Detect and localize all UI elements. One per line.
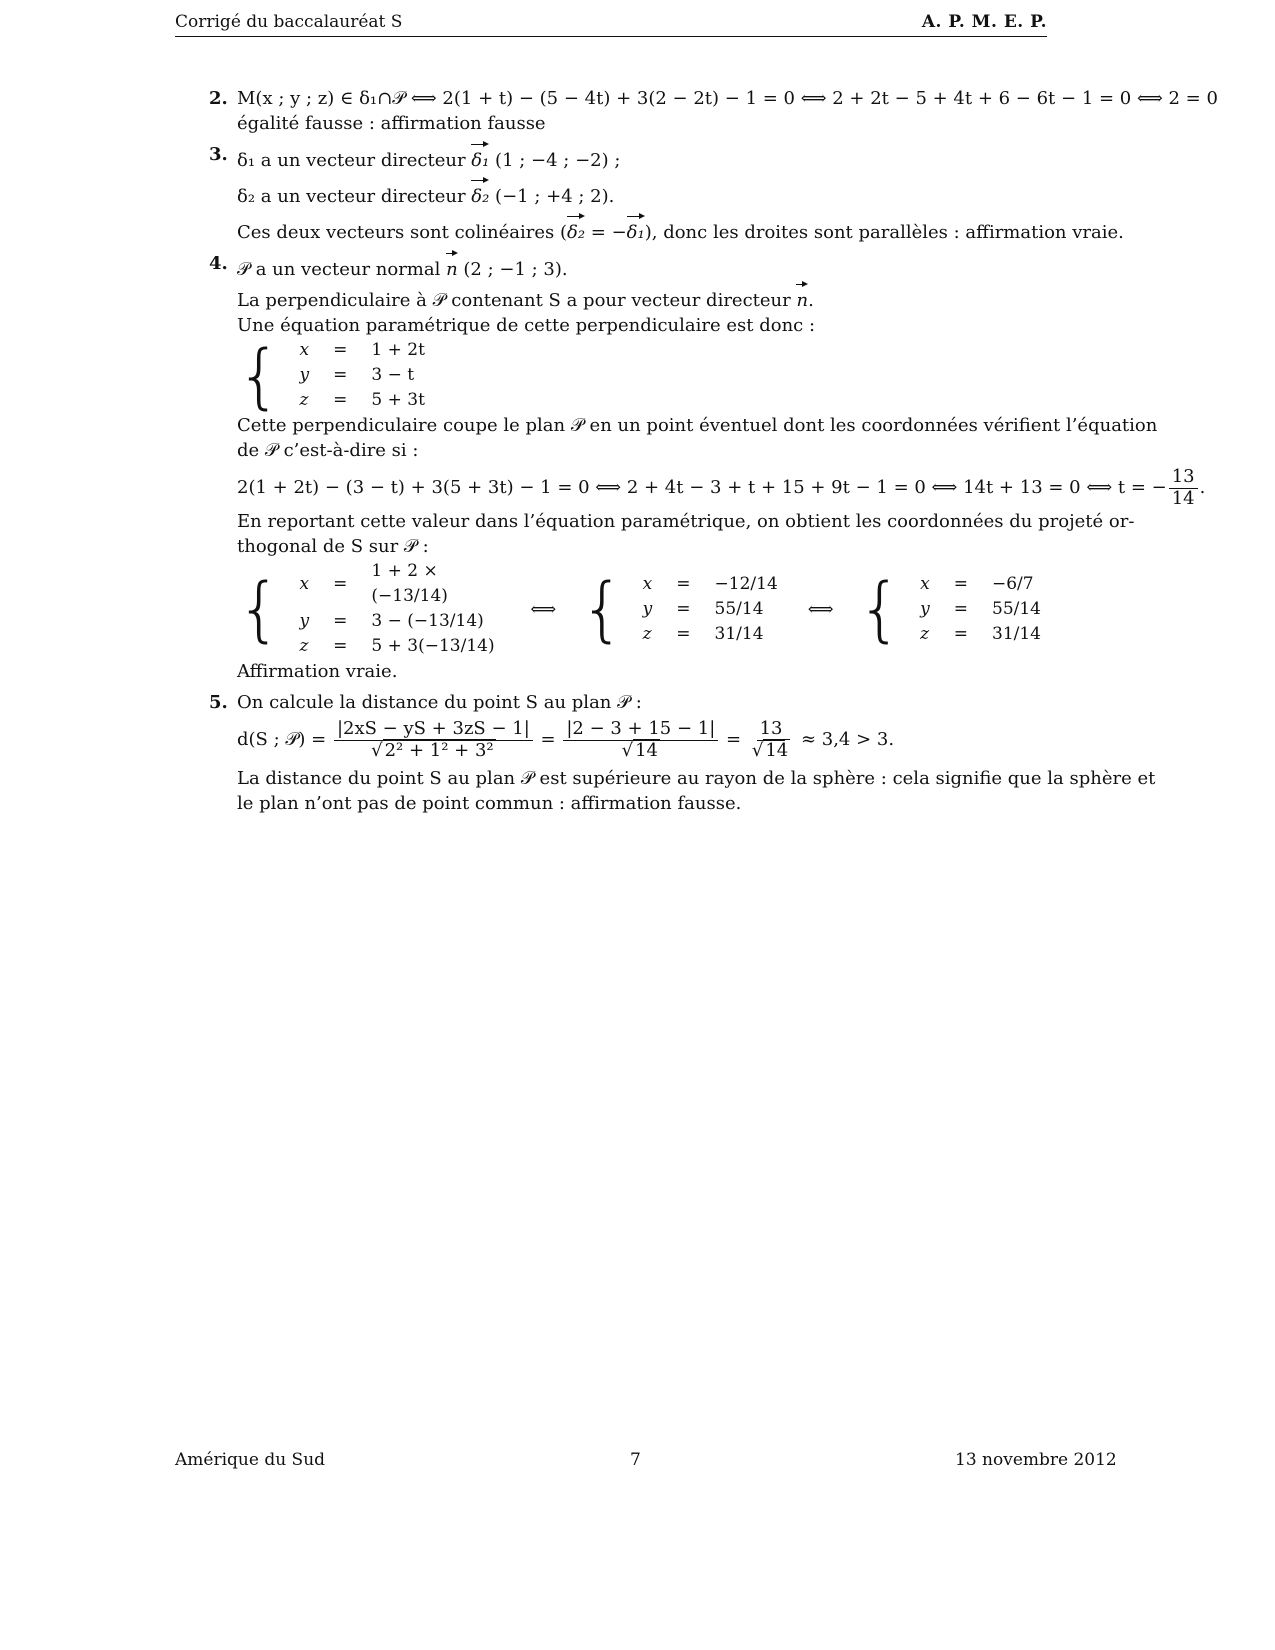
eq: = <box>333 365 348 385</box>
text: δ₁ a un vecteur directeur <box>237 150 472 171</box>
var: x <box>920 573 930 594</box>
intersection-text: Cette perpendiculaire coupe le plan 𝒫 en un point éventuel dont les coordonnées vérifient l’équation <box>237 415 1158 436</box>
text: 2(1 + 2t) − (3 − t) + 3(5 + 3t) − 1 = 0 ⟺ 2 + 4t − 3 + t + 15 + 9t − 1 = 0 ⟺ 14t + 13 = 0 ⟺ t = − <box>237 477 1167 499</box>
rhs: −12/14 <box>714 573 778 594</box>
text: = − <box>585 222 627 243</box>
distance-formula: d(S ; 𝒫) = $\frac{|2xS - yS + 3zS - 1|}{\text{√ 2² + 1² + 3²}}$ = $\frac{|2 - 3 + 15 - 1|}{√ 14}$ = $\frac{13}{√ 14}$ ≈ 3,4 > 3. <box>237 718 895 762</box>
vector-delta1: δ₁ <box>471 142 489 173</box>
item-number: 2. <box>209 88 228 109</box>
text: (−1 ; +4 ; 2). <box>489 186 615 207</box>
projection-systems <box>237 559 1047 659</box>
parametric-intro: Une équation paramétrique de cette perpendiculaire est donc : <box>237 315 816 336</box>
text: La perpendiculaire à 𝒫 contenant S a pour vecteur directeur <box>237 290 797 311</box>
item-number: 5. <box>209 692 228 714</box>
rhs: 1 + 2t <box>371 340 425 360</box>
page-number: 7 <box>630 1450 641 1470</box>
fraction <box>1169 467 1198 509</box>
system-table <box>910 572 1047 647</box>
intersection-text-2: de 𝒫 c’est-à-dire si : <box>237 440 419 461</box>
conclusion-line: égalité fausse : affirmation fausse <box>237 113 546 134</box>
brace-icon: { <box>237 568 282 651</box>
denominator: √ 14 <box>751 740 789 762</box>
system-computed <box>580 568 784 651</box>
fraction <box>563 719 718 761</box>
brace-icon: { <box>580 568 625 651</box>
perpendicular-line <box>237 282 1047 313</box>
brace-icon: { <box>237 334 282 417</box>
rhs: 3 − t <box>371 365 415 385</box>
var: z <box>642 623 652 644</box>
fraction <box>334 719 533 761</box>
vector-n: n <box>446 251 458 282</box>
rhs: 1 + 2 × (−13/14) <box>371 561 448 607</box>
normal-vector-line <box>237 251 1047 282</box>
system-substituted <box>237 559 506 659</box>
eq: = <box>676 573 691 594</box>
answer-3 <box>175 142 1124 245</box>
footer-date: 13 novembre 2012 <box>955 1450 1117 1470</box>
var: y <box>299 611 310 632</box>
numerator: |2xS − yS + 3zS − 1| <box>334 719 533 741</box>
system-table <box>633 572 784 647</box>
eq: = <box>333 611 348 632</box>
eq: = <box>333 390 348 410</box>
text: 𝒫 a un vecteur normal <box>237 259 447 280</box>
text: . <box>808 290 814 311</box>
vector-n: n <box>796 282 808 313</box>
item-number: 3. <box>209 144 228 165</box>
equivalence-line: M(x ; y ; z) ∈ δ₁∩𝒫 ⟺ 2(1 + t) − (5 − 4t) + 3(2 − 2t) − 1 = 0 ⟺ 2 + 2t − 5 + 4t + 6 − 6t − 1 = 0 ⟺ 2 = 0 <box>237 88 1218 109</box>
eq: = <box>333 340 348 360</box>
rhs: 5 + 3(−13/14) <box>371 636 495 657</box>
eq: = <box>676 598 691 619</box>
eq: = <box>953 598 968 619</box>
brace-icon: { <box>857 568 903 651</box>
var: z <box>299 636 309 657</box>
header-publisher: A. P. M. E. P. <box>921 12 1047 32</box>
numerator: 13 <box>1169 467 1198 489</box>
answer-5 <box>175 690 1156 815</box>
rhs: 31/14 <box>992 623 1041 644</box>
conclusion-line: La distance du point S au plan 𝒫 est supérieure au rayon de la sphère : cela signifie que la sphère et <box>237 767 1156 789</box>
solve-t-line <box>237 466 1206 509</box>
eq: = <box>676 623 691 644</box>
delta1-direction-line <box>237 142 1047 173</box>
radicand: 14 <box>635 740 658 762</box>
var: x <box>299 340 310 360</box>
var: z <box>299 390 309 410</box>
vector-delta2: δ₂ <box>471 178 489 209</box>
header-title: Corrigé du baccalauréat S <box>175 12 403 32</box>
conclusion-line-2: le plan n’ont pas de point commun : affirmation fausse. <box>237 792 742 814</box>
denominator: √ 2² + 1² + 3² <box>371 740 494 762</box>
var: x <box>299 573 310 594</box>
equivalence-symbol: ⟺ <box>807 598 834 620</box>
rhs: 55/14 <box>714 598 764 619</box>
footer-location: Amérique du Sud <box>175 1450 326 1470</box>
var: z <box>920 623 930 644</box>
numerator: 13 <box>757 719 786 741</box>
var: x <box>642 573 653 594</box>
vector-delta2: δ₂ <box>567 214 585 245</box>
eq: = <box>333 636 348 657</box>
projection-text-2: thogonal de S sur 𝒫 : <box>237 536 429 558</box>
answer-4 <box>175 251 1206 684</box>
equivalence-symbol: ⟺ <box>530 598 557 620</box>
text: (1 ; −4 ; −2) ; <box>489 150 621 171</box>
var: y <box>299 365 310 385</box>
rhs: 3 − (−13/14) <box>371 611 484 632</box>
numerator: |2 − 3 + 15 − 1| <box>563 719 718 741</box>
fraction <box>749 719 793 761</box>
text: (2 ; −1 ; 3). <box>457 259 568 280</box>
distance-intro: On calcule la distance du point S au plan 𝒫 : <box>237 692 642 714</box>
collinear-line <box>237 214 1124 245</box>
text: . <box>1199 477 1206 499</box>
vector-delta1: δ₁ <box>627 214 645 245</box>
conclusion-line: Affirmation vraie. <box>237 661 398 683</box>
eq: = <box>953 573 968 594</box>
eq: = <box>333 573 348 594</box>
text: Ces deux vecteurs sont colinéaires ( <box>237 222 567 243</box>
rhs: −6/7 <box>992 573 1034 594</box>
var: y <box>642 598 653 619</box>
delta2-direction-line <box>237 178 1047 209</box>
rhs: 31/14 <box>714 623 764 644</box>
radicand: 14 <box>765 740 789 762</box>
denominator: 14 <box>1171 487 1195 509</box>
radicand: 2² + 1² + 3² <box>384 740 494 762</box>
system-simplified <box>857 568 1047 651</box>
text: δ₂ a un vecteur directeur <box>237 186 472 207</box>
rhs: 55/14 <box>992 598 1041 619</box>
rhs: 5 + 3t <box>371 390 425 410</box>
item-number: 4. <box>209 253 228 274</box>
system-table <box>290 559 507 659</box>
var: y <box>920 598 930 619</box>
answer-2 <box>175 86 1218 136</box>
text: ≈ 3,4 > 3. <box>800 729 895 751</box>
system-table <box>290 338 431 413</box>
projection-text: En reportant cette valeur dans l’équation paramétrique, on obtient les coordonnées du projeté or- <box>237 511 1135 533</box>
text: d(S ; 𝒫) = <box>237 729 327 751</box>
parametric-system <box>237 334 431 417</box>
text: ), donc les droites sont parallèles : affirmation vraie. <box>644 222 1124 243</box>
document-body <box>175 86 1218 822</box>
denominator: √ 14 <box>621 740 658 762</box>
header-rule <box>175 36 1047 37</box>
eq: = <box>953 623 968 644</box>
